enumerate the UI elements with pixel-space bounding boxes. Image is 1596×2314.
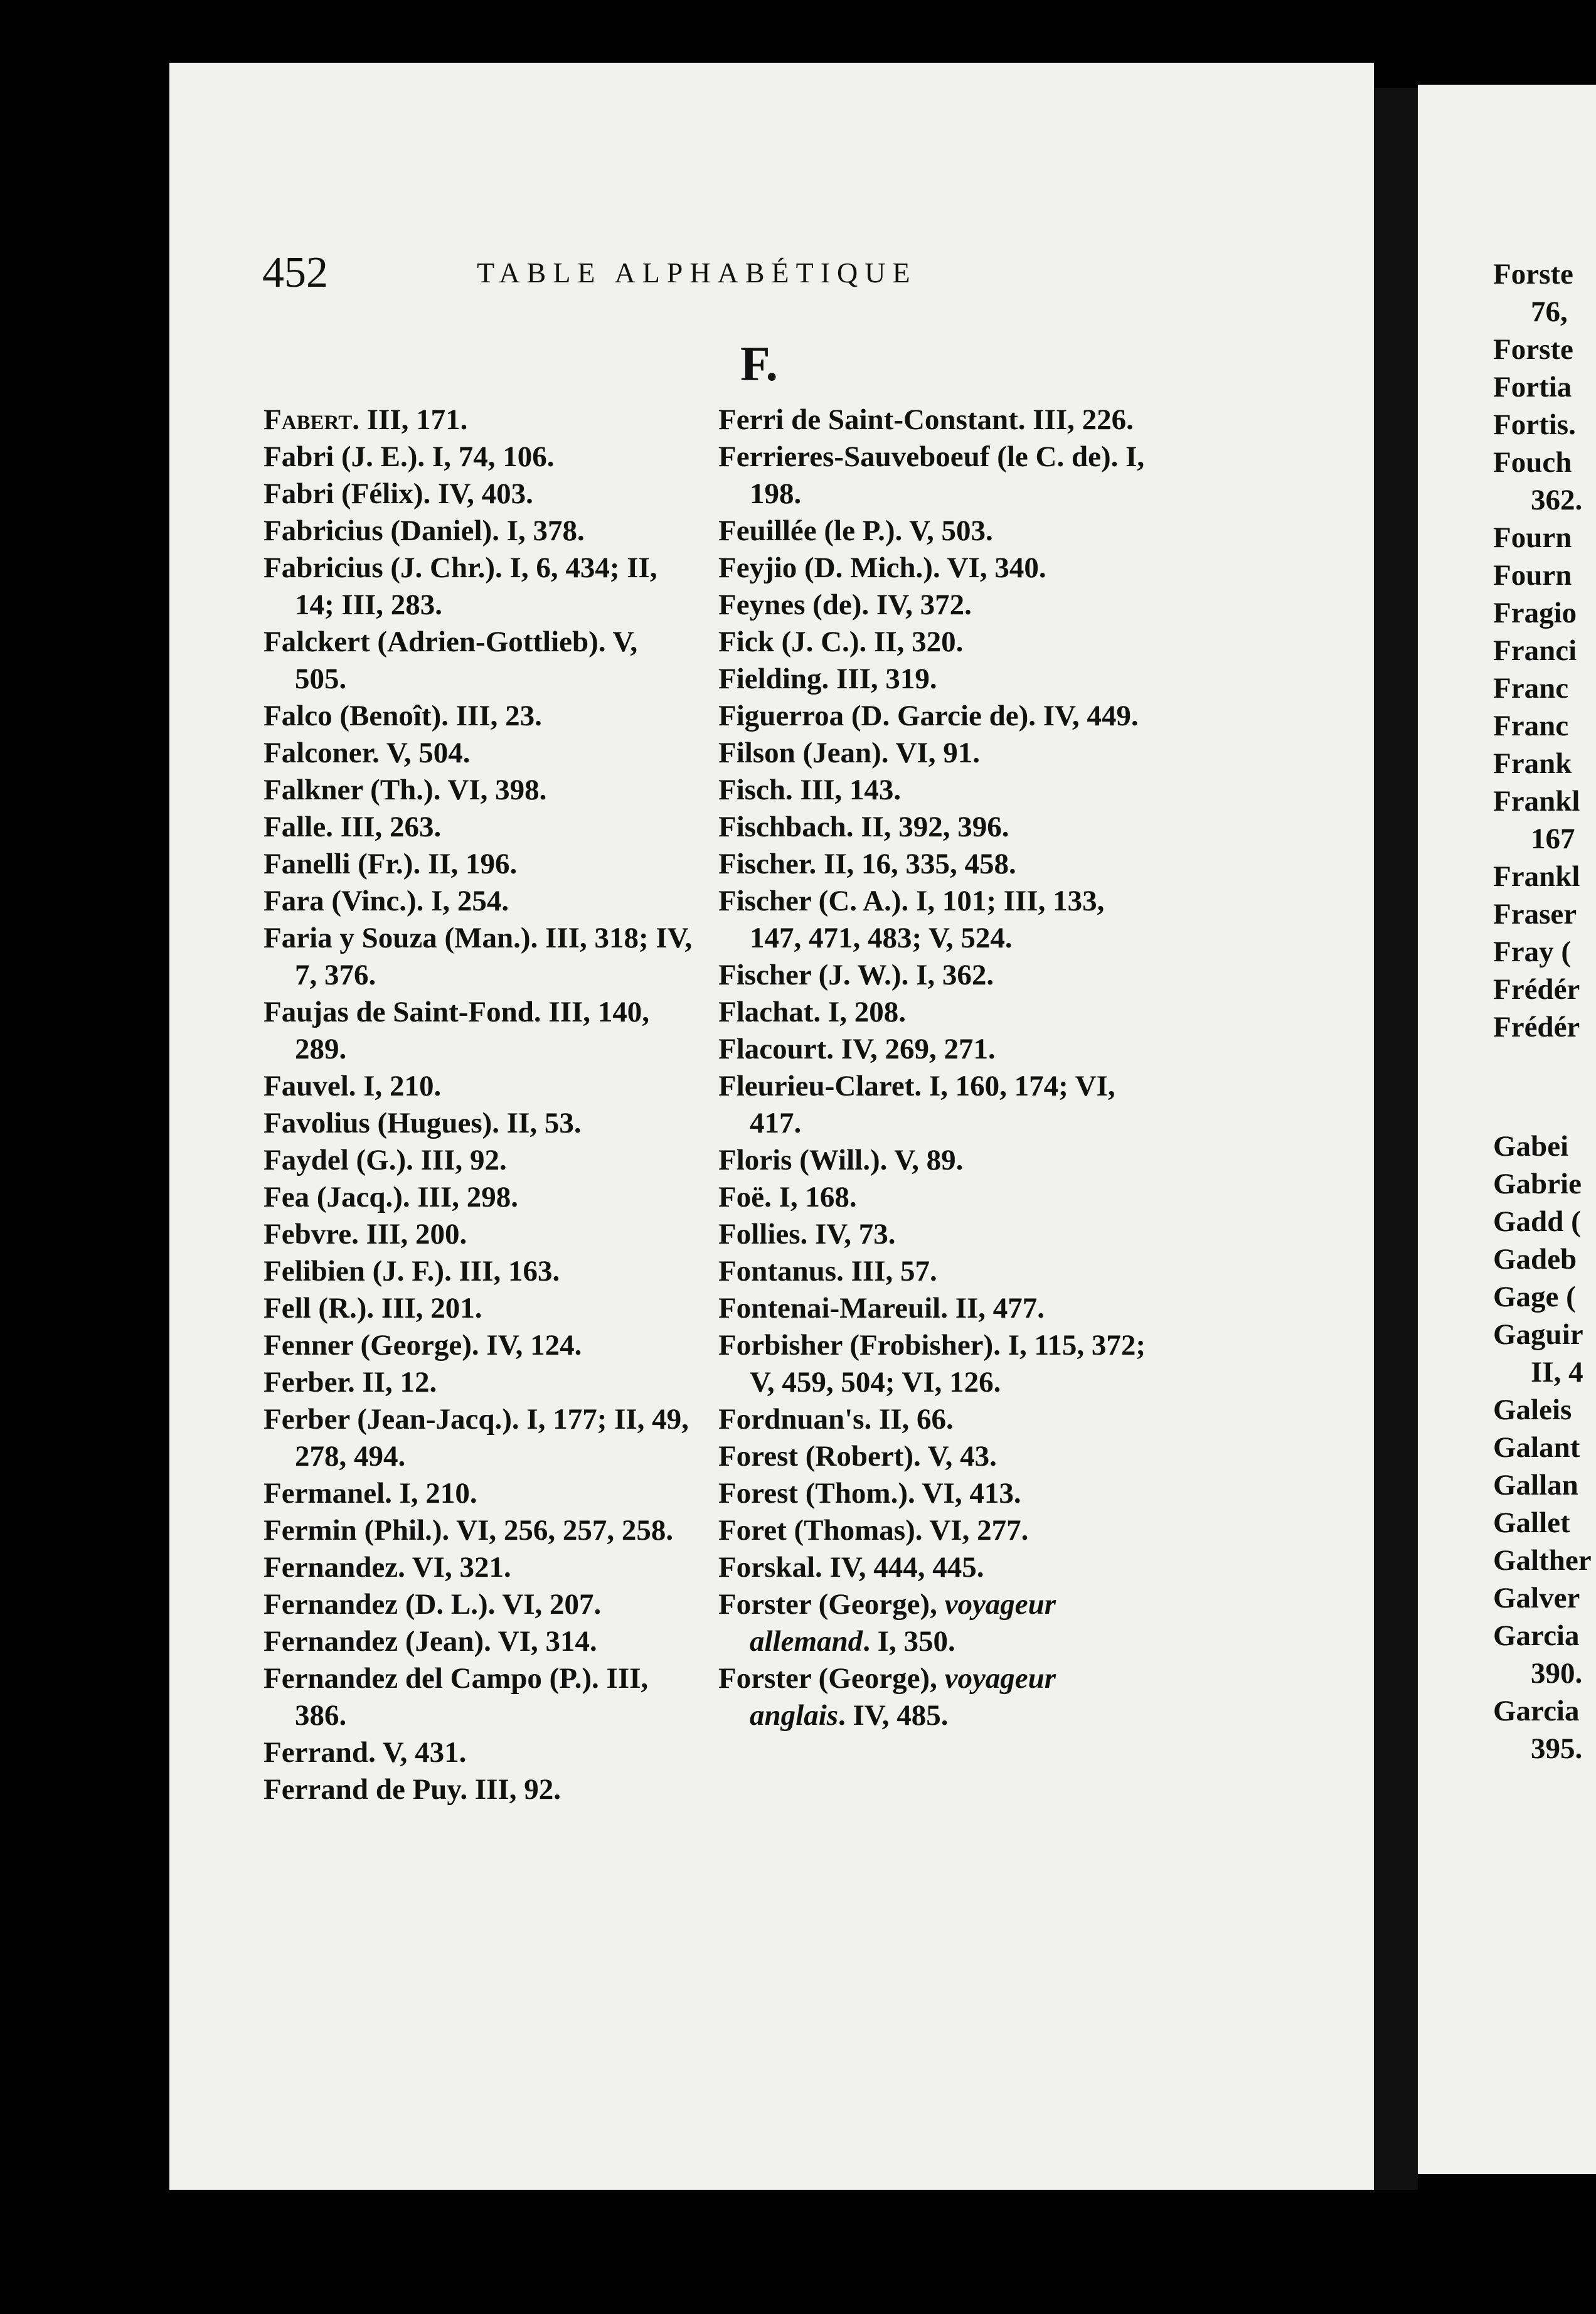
index-entry	[718, 1660, 1151, 1734]
entry-qualifier: voyageur anglais	[750, 1662, 1056, 1732]
book-gutter	[1374, 88, 1418, 2190]
index-entry: Ferrand de Puy. III, 92.	[263, 1773, 561, 1806]
adjacent-page-fragment	[1418, 85, 1596, 2174]
index-entry: Feyjio (D. Mich.). VI, 340.	[718, 552, 1046, 584]
adjacent-page-text: Gallet	[1493, 1506, 1570, 1539]
index-column-right	[718, 402, 1151, 1734]
entry-qualifier: voyageur allemand	[750, 1588, 1056, 1658]
index-entry: Febvre. III, 200.	[263, 1218, 467, 1250]
adjacent-page-text: II, 4	[1531, 1356, 1583, 1389]
adjacent-page-text: Fourn	[1493, 559, 1572, 592]
index-entry: Feynes (de). IV, 372.	[718, 589, 972, 621]
index-entry: Fabricius (Daniel). I, 378.	[263, 515, 585, 547]
adjacent-page-text: Gage (	[1493, 1281, 1576, 1313]
page-number: 452	[262, 248, 328, 297]
adjacent-page-text: Gadd (	[1493, 1205, 1581, 1238]
index-entry: Foret (Thomas). VI, 277.	[718, 1514, 1029, 1547]
index-entry: Faria y Souza (Man.). III, 318; IV, 7, 376.	[263, 922, 693, 991]
index-entry: Flachat. I, 208.	[718, 996, 906, 1028]
index-entry: Fischer (C. A.). I, 101; III, 133, 147, 471, 483; V, 524.	[718, 885, 1105, 954]
entry-name: Forster (George),	[718, 1662, 945, 1695]
adjacent-page-text: Frédér	[1493, 1011, 1580, 1043]
adjacent-page-text: Forste	[1493, 258, 1573, 291]
adjacent-page-text: Fouch	[1493, 446, 1572, 479]
adjacent-page-text: 76,	[1531, 296, 1568, 328]
index-entry: Felibien (J. F.). III, 163.	[263, 1255, 560, 1288]
adjacent-page-text: Frédér	[1493, 973, 1580, 1006]
adjacent-page-text: Gallan	[1493, 1469, 1578, 1501]
index-entry: Falconer. V, 504.	[263, 737, 471, 769]
adjacent-page-text: Fortia	[1493, 371, 1572, 403]
adjacent-page-text: Galver	[1493, 1582, 1580, 1614]
index-entry: Fell (R.). III, 201.	[263, 1292, 482, 1325]
adjacent-page-text: 390.	[1531, 1657, 1583, 1690]
entry-reference: . IV, 485.	[838, 1699, 949, 1732]
index-entry: Fernandez (Jean). VI, 314.	[263, 1625, 597, 1658]
index-entry: Falkner (Th.). VI, 398.	[263, 774, 547, 806]
index-entry: Fermin (Phil.). VI, 256, 257, 258.	[263, 1514, 674, 1547]
index-entry: Floris (Will.). V, 89.	[718, 1144, 964, 1176]
adjacent-page-text: Fraser	[1493, 898, 1577, 930]
adjacent-page-text: Frankl	[1493, 860, 1580, 893]
index-entry: Fenner (George). IV, 124.	[263, 1329, 582, 1362]
index-entry: Fisch. III, 143.	[718, 774, 902, 806]
adjacent-page-text: Garcia	[1493, 1619, 1580, 1652]
index-entry: Feuillée (le P.). V, 503.	[718, 515, 993, 547]
index-entry: Fanelli (Fr.). II, 196.	[263, 848, 518, 880]
index-entry: Falckert (Adrien-Gottlieb). V, 505.	[263, 626, 638, 695]
entry-name: Forster (George),	[718, 1588, 945, 1621]
index-entry: Fabert. III, 171.	[263, 403, 468, 436]
adjacent-page-text: Galeis	[1493, 1394, 1572, 1426]
index-entry: Fontanus. III, 57.	[718, 1255, 937, 1288]
adjacent-page-text: 167	[1531, 823, 1575, 855]
index-entry: Ferber (Jean-Jacq.). I, 177; II, 49, 278, 494.	[263, 1403, 689, 1473]
index-entry: Fabricius (J. Chr.). I, 6, 434; II, 14; III, 283.	[263, 552, 657, 621]
index-entry: Fontenai-Mareuil. II, 477.	[718, 1292, 1045, 1325]
index-entry: Fara (Vinc.). I, 254.	[263, 885, 509, 917]
index-entry: Fordnuan's. II, 66.	[718, 1403, 954, 1436]
index-entry: Fischer (J. W.). I, 362.	[718, 959, 994, 991]
adjacent-page-text: Gabrie	[1493, 1168, 1582, 1200]
adjacent-page-text: Fortis.	[1493, 408, 1576, 441]
index-entry: Flacourt. IV, 269, 271.	[718, 1033, 996, 1065]
index-entry: Ferber. II, 12.	[263, 1366, 437, 1399]
index-entry: Follies. IV, 73.	[718, 1218, 896, 1250]
adjacent-page-text: Frankl	[1493, 785, 1580, 818]
adjacent-page-text: Fragio	[1493, 597, 1577, 629]
index-entry: Fielding. III, 319.	[718, 663, 937, 695]
index-entry: Faujas de Saint-Fond. III, 140, 289.	[263, 996, 650, 1065]
index-entry: Fischer. II, 16, 335, 458.	[718, 848, 1016, 880]
adjacent-page-text: Forste	[1493, 333, 1573, 366]
adjacent-page-text: 362.	[1531, 484, 1583, 516]
index-entry: Forskal. IV, 444, 445.	[718, 1551, 984, 1584]
index-entry: Forest (Thom.). VI, 413.	[718, 1477, 1021, 1510]
index-entry: Forest (Robert). V, 43.	[718, 1440, 997, 1473]
index-column-left	[263, 402, 696, 1808]
running-title: TABLE ALPHABÉTIQUE	[477, 257, 917, 289]
index-entry: Fischbach. II, 392, 396.	[718, 811, 1009, 843]
index-entry: Foë. I, 168.	[718, 1181, 857, 1213]
index-entry: Fermanel. I, 210.	[263, 1477, 477, 1510]
adjacent-page-text: Galther	[1493, 1544, 1592, 1577]
index-entry: Fernandez. VI, 321.	[263, 1551, 511, 1584]
entry-reference: . I, 350.	[863, 1625, 955, 1658]
adjacent-page-text: Galant	[1493, 1431, 1580, 1464]
index-entry: Fleurieu-Claret. I, 160, 174; VI, 417.	[718, 1070, 1115, 1139]
adjacent-page-text: Gaguir	[1493, 1318, 1583, 1351]
index-entry: Favolius (Hugues). II, 53.	[263, 1107, 582, 1139]
index-entry: Fabri (J. E.). I, 74, 106.	[263, 440, 555, 473]
adjacent-page-text: Frank	[1493, 747, 1572, 780]
index-entry: Figuerroa (D. Garcie de). IV, 449.	[718, 700, 1139, 732]
adjacent-page-text: Fray (	[1493, 936, 1571, 968]
index-entry: Falle. III, 263.	[263, 811, 442, 843]
section-letter: F.	[740, 336, 778, 391]
index-entry: Fea (Jacq.). III, 298.	[263, 1181, 518, 1213]
index-entry: Ferri de Saint-Constant. III, 226.	[718, 403, 1134, 436]
adjacent-page-text: Franc	[1493, 710, 1569, 742]
index-entry: Fauvel. I, 210.	[263, 1070, 442, 1102]
index-entry	[718, 1586, 1151, 1660]
adjacent-page-text: Fourn	[1493, 521, 1572, 554]
adjacent-page-text: Gabei	[1493, 1130, 1569, 1163]
index-entry: Fernandez del Campo (P.). III, 386.	[263, 1662, 649, 1732]
index-entry: Forbisher (Frobisher). I, 115, 372; V, 459, 504; VI, 126.	[718, 1329, 1146, 1399]
index-entry: Fabri (Félix). IV, 403.	[263, 477, 533, 510]
index-entry: Fick (J. C.). II, 320.	[718, 626, 964, 658]
adjacent-page-text: 395.	[1531, 1732, 1583, 1765]
adjacent-page-text: Gadeb	[1493, 1243, 1577, 1276]
index-entry: Fernandez (D. L.). VI, 207.	[263, 1588, 602, 1621]
index-entry: Filson (Jean). VI, 91.	[718, 737, 980, 769]
adjacent-page-text: Franci	[1493, 634, 1577, 667]
index-entry: Ferrieres-Sauveboeuf (le C. de). I, 198.	[718, 440, 1145, 510]
index-entry: Ferrand. V, 431.	[263, 1736, 467, 1769]
adjacent-page-text: Franc	[1493, 672, 1569, 705]
index-entry: Falco (Benoît). III, 23.	[263, 700, 542, 732]
index-entry: Faydel (G.). III, 92.	[263, 1144, 507, 1176]
adjacent-page-text: Garcia	[1493, 1695, 1580, 1727]
